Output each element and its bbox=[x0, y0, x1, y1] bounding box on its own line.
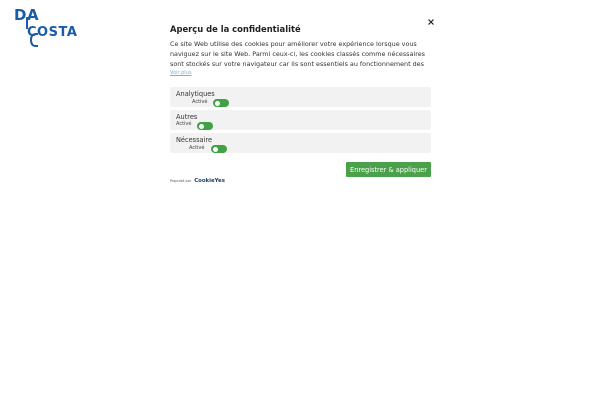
dialog-description: Ce site Web utilise des cookies pour améliorer votre expérience lorsque vous naviguez sur le site Web. Parmi ceux-ci, les cookies classés comme nécessaires sont stockés sur votre navigateur car ils sont essentiels au fonctionnement des bbox=[170, 40, 425, 68]
category-analytics[interactable] bbox=[170, 87, 431, 107]
toggle-knob bbox=[213, 147, 218, 152]
category-others[interactable] bbox=[170, 110, 431, 130]
toggle-knob bbox=[215, 101, 220, 106]
category-status: Activé bbox=[192, 99, 208, 105]
dialog-title: Aperçu de la confidentialité bbox=[170, 24, 301, 34]
category-name: Analytiques bbox=[176, 90, 215, 98]
category-necessary[interactable] bbox=[170, 133, 431, 153]
close-icon bbox=[425, 16, 437, 28]
necessary-toggle[interactable] bbox=[211, 145, 227, 153]
category-name: Autres bbox=[176, 113, 198, 121]
others-toggle[interactable] bbox=[197, 122, 213, 130]
logo-line-1: DA bbox=[14, 6, 40, 24]
cookieyes-logo[interactable]: CookieYes bbox=[194, 178, 225, 184]
show-more-link[interactable]: Voir plus bbox=[170, 70, 192, 76]
powered-by bbox=[170, 178, 225, 184]
analytics-toggle[interactable] bbox=[213, 99, 229, 107]
save-and-apply-button[interactable]: Enregistrer & appliquer bbox=[346, 162, 431, 177]
close-button[interactable] bbox=[425, 16, 437, 28]
category-name: Nécessaire bbox=[176, 136, 213, 144]
logo-line-2: COSTA bbox=[27, 25, 78, 40]
logo bbox=[12, 6, 78, 44]
category-status: Activé bbox=[176, 121, 192, 127]
toggle-knob bbox=[199, 124, 204, 129]
category-status: Activé bbox=[189, 145, 205, 151]
powered-by-label: Propulsé par bbox=[170, 179, 192, 183]
